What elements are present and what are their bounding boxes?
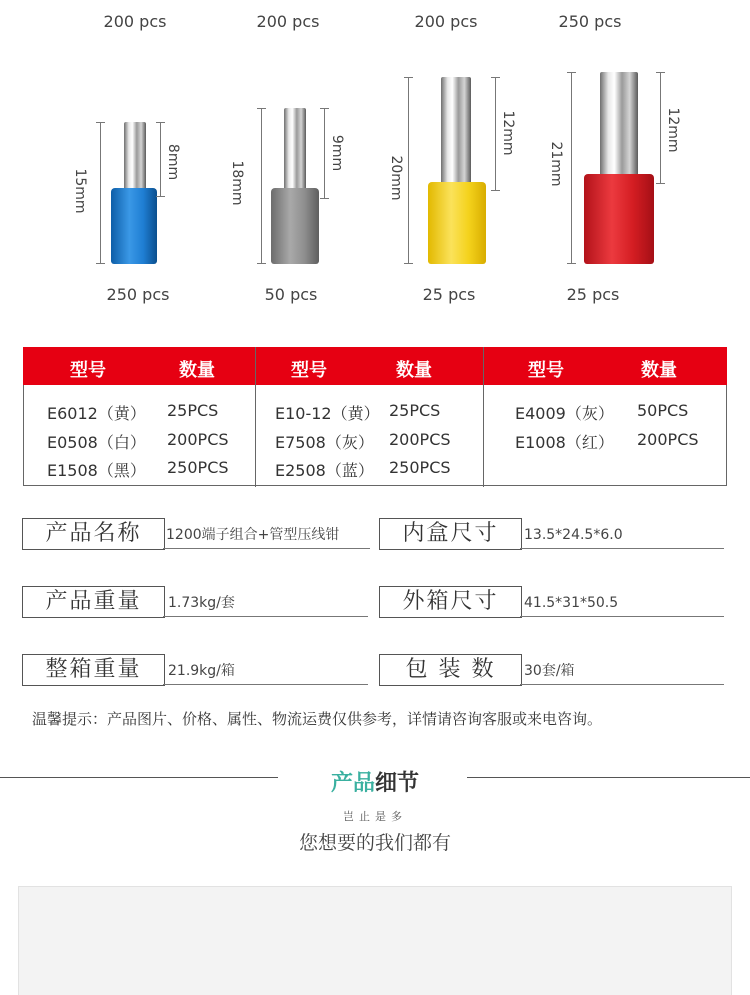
table-row-qty: 50PCS [637,401,689,420]
terminal-2-bottom-qty: 50 pcs [264,285,318,304]
header-model-2: 型号 [291,360,327,381]
terminal-3-bottom-qty: 25 pcs [422,285,476,304]
terminal-4-bottom-qty: 25 pcs [566,285,620,304]
terminal-4-pin-length: 12mm [665,107,681,153]
table-row-qty: 250PCS [167,458,229,477]
inner-box-label: 内盒尺寸 [379,518,522,550]
terminal-1-total-length: 15mm [72,168,88,214]
terminal-4-sleeve [584,174,654,264]
table-row-model: E10-12（黄） [275,404,380,423]
carton-weight-value: 21.9kg/箱 [163,654,368,685]
table-row-qty: 250PCS [389,458,451,477]
table-row-qty: 25PCS [389,401,441,420]
terminal-1-sleeve [111,188,157,264]
section-title [0,766,750,797]
section-subtitle: 岂止是多 [343,810,407,823]
table-row-qty: 200PCS [389,430,451,449]
header-model-1: 型号 [70,360,106,381]
product-name-value: 1200端子组合+管型压线钳 [163,518,370,549]
section-title-accent: 产品 [330,771,375,796]
table-row-model: E2508（蓝） [275,461,374,480]
header-model-3: 型号 [528,360,564,381]
terminal-3-sleeve [428,182,486,264]
terminal-3-top-qty: 200 pcs [414,12,478,31]
outer-box-label: 外箱尺寸 [379,586,522,618]
terminal-3-pin-length: 12mm [500,110,516,156]
terminal-3-total-length: 20mm [388,155,404,201]
carton-weight-label: 整箱重量 [22,654,165,686]
table-row-model: E1008（红） [515,433,614,452]
terminal-2-pin [284,108,306,200]
table-row-model: E0508（白） [47,433,146,452]
header-qty-2: 数量 [396,360,432,381]
terminal-4-total-length: 21mm [548,141,564,187]
section-tagline: 您想要的我们都有 [298,832,451,854]
terminal-4-pin [600,72,638,184]
section-title-main: 细节 [375,771,420,796]
table-row-model: E1508（黑） [47,461,146,480]
packing-count-label: 包 装 数 [379,654,522,686]
terminal-2-total-length: 18mm [229,160,245,206]
terminal-2-sleeve [271,188,319,264]
product-name-label: 产品名称 [22,518,165,550]
terminal-2-pin-length: 9mm [329,134,345,172]
table-row-qty: 25PCS [167,401,219,420]
warm-tip: 温馨提示：产品图片、价格、属性、物流运费仅供参考，详情请咨询客服或来电咨询。 [32,710,603,728]
terminal-1-pin [124,122,146,196]
table-row-model: E7508（灰） [275,433,374,452]
terminal-1-pin-length: 8mm [165,143,181,181]
terminal-1-top-qty: 200 pcs [103,12,167,31]
table-row-qty: 200PCS [637,430,699,449]
header-qty-1: 数量 [179,360,215,381]
terminal-3-pin [441,77,471,191]
product-weight-label: 产品重量 [22,586,165,618]
table-row-qty: 200PCS [167,430,229,449]
packing-count-value: 30套/箱 [520,654,724,685]
terminal-4-top-qty: 250 pcs [558,12,622,31]
outer-box-value: 41.5*31*50.5 [520,586,724,617]
spec-table [23,347,727,487]
terminal-1-bottom-qty: 250 pcs [106,285,170,304]
table-row-model: E4009（灰） [515,404,614,423]
table-row-model: E6012（黄） [47,404,146,423]
product-weight-value: 1.73kg/套 [163,586,368,617]
spec-table-header [23,347,727,385]
header-qty-3: 数量 [641,360,677,381]
inner-box-value: 13.5*24.5*6.0 [520,518,724,549]
terminal-2-top-qty: 200 pcs [256,12,320,31]
product-detail-image [18,886,732,995]
